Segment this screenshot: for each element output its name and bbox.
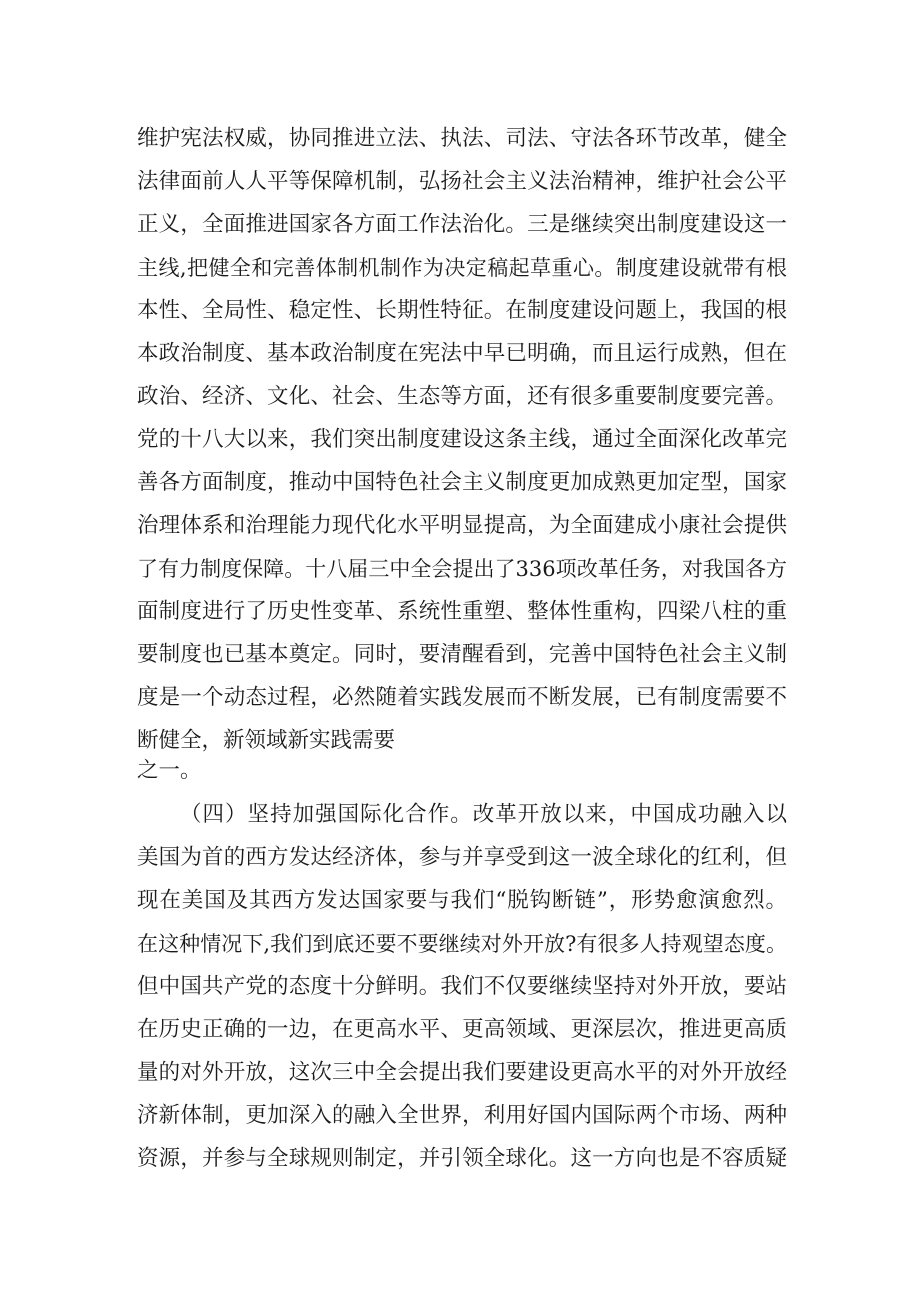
text-line: 现在美国及其西方发达国家要与我们“脱钩断链”，形势愈演愈烈。 <box>137 888 787 913</box>
text-line: 之一。 <box>137 758 202 783</box>
text-line: 党的十八大以来，我们突出制度建设这条主线，通过全面深化改革完 <box>137 427 787 452</box>
text-line: 但中国共产党的态度十分鲜明。我们不仅要继续坚持对外开放，要站 <box>137 974 787 999</box>
text-line: 正义，全面推进国家各方面工作法治化。三是继续突出制度建设这一 <box>137 212 787 237</box>
text-line: 本政治制度、基本政治制度在宪法中早已明确，而且运行成熟，但在 <box>137 341 787 366</box>
text-line: 面制度进行了历史性变革、系统性重塑、整体性重构，四梁八柱的重 <box>137 599 787 624</box>
text-line: 了有力制度保障。十八届三中全会提出了336项改革任务，对我国各方 <box>137 557 787 581</box>
text-line: 本性、全局性、稳定性、长期性特征。在制度建设问题上，我国的根 <box>137 298 787 323</box>
section-heading-line: （四）坚持加强国际化合作。改革开放以来，中国成功融入以 <box>180 802 787 827</box>
text-line: 在历史正确的一边，在更高水平、更高领域、更深层次，推进更高质 <box>137 1017 787 1042</box>
text-line: 断健全，新领域新实践需要 <box>137 728 396 753</box>
text-line: 维护宪法权威，协同推进立法、执法、司法、守法各环节改革，健全 <box>137 126 787 151</box>
text-line: 主线,把健全和完善体制机制作为决定稿起草重心。制度建设就带有根 <box>137 256 787 280</box>
text-line: 政治、经济、文化、社会、生态等方面，还有很多重要制度要完善。 <box>137 384 787 409</box>
text-line: 济新体制，更加深入的融入全世界，利用好国内国际两个市场、两种 <box>137 1103 787 1128</box>
text-line: 在这种情况下,我们到底还要不要继续对外开放?有很多人持观望态度。 <box>137 932 787 956</box>
text-line: 治理体系和治理能力现代化水平明显提高，为全面建成小康社会提供 <box>137 513 787 538</box>
text-line: 资源，并参与全球规则制定，并引领全球化。这一方向也是不容质疑 <box>137 1146 787 1171</box>
text-line: 度是一个动态过程，必然随着实践发展而不断发展，已有制度需要不 <box>137 685 787 710</box>
text-line: 要制度也已基本奠定。同时，要清醒看到，完善中国特色社会主义制 <box>137 642 787 667</box>
text-line: 美国为首的西方发达经济体，参与并享受到这一波全球化的红利，但 <box>137 845 787 870</box>
text-line: 法律面前人人平等保障机制，弘扬社会主义法治精神，维护社会公平 <box>137 169 787 194</box>
text-line: 量的对外开放，这次三中全会提出我们要建设更高水平的对外开放经 <box>137 1060 787 1085</box>
text-line: 善各方面制度，推动中国特色社会主义制度更加成熟更加定型，国家 <box>137 470 787 495</box>
